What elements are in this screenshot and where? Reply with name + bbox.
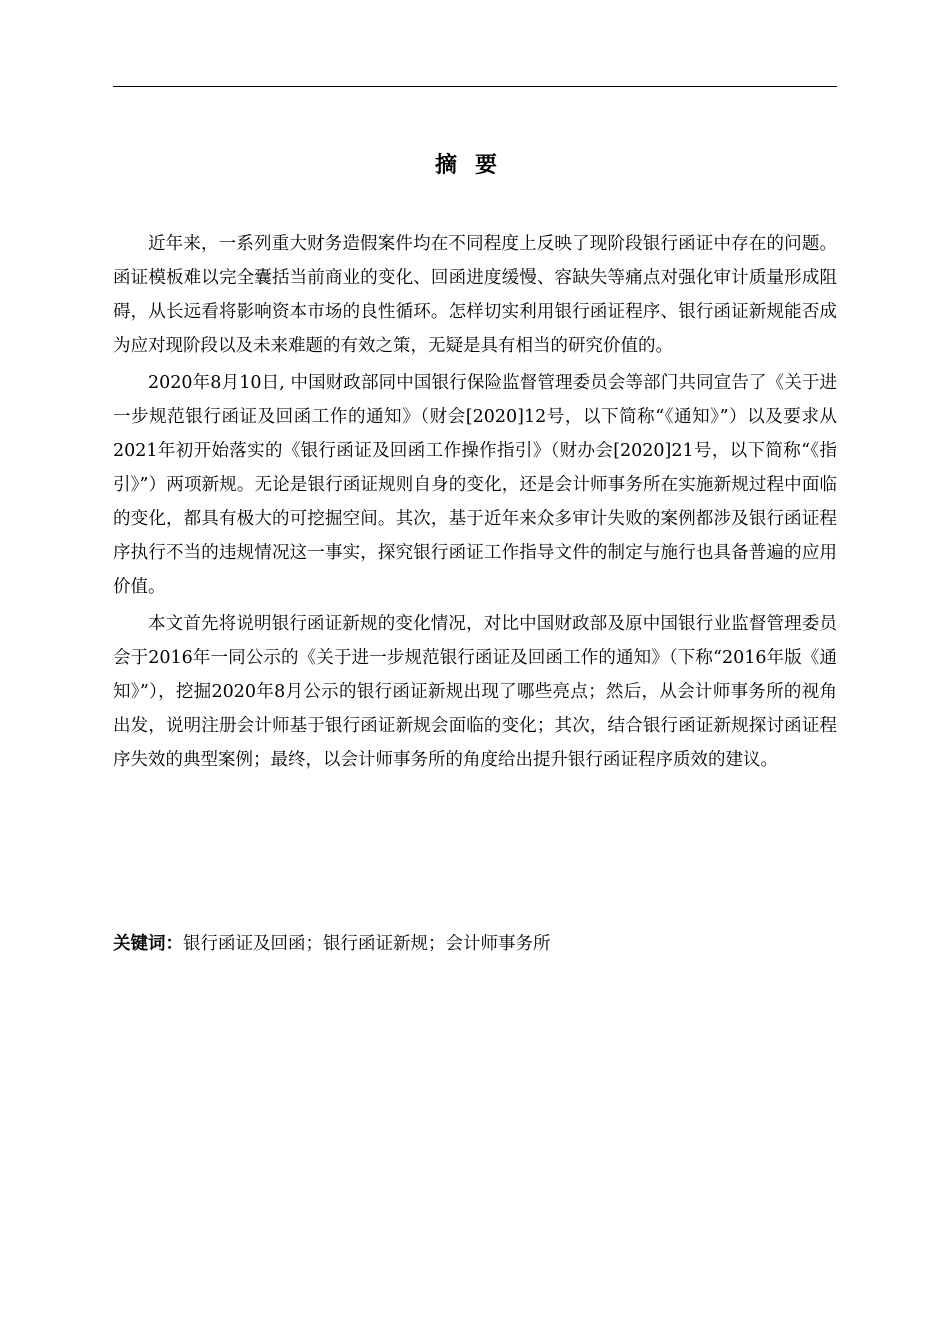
keywords-line (113, 929, 837, 959)
header-rule (113, 86, 837, 87)
keywords-value: 银行函证及回函；银行函证新规；会计师事务所 (183, 934, 551, 954)
abstract-body (113, 227, 837, 780)
keywords-label: 关键词： (113, 934, 183, 954)
abstract-paragraph-1: 近年来，一系列重大财务造假案件均在不同程度上反映了现阶段银行函证中存在的问题。函证模板难以完全囊括当前商业的变化、回函进度缓慢、容缺失等痛点对强化审计质量形成阻碍，从长远看将影响资本市场的良性循环。怎样切实利用银行函证程序、银行函证新规能否成为应对现阶段以及未来难题的有效之策，无疑是具有相当的研究价值的。 (113, 234, 837, 356)
abstract-paragraph-3: 本文首先将说明银行函证新规的变化情况，对比中国财政部及原中国银行业监督管理委员会于2016年一同公示的《关于进一步规范银行函证及回函工作的通知》（下称“2016年版《通知》”），挖掘2020年8月公示的银行函证新规出现了哪些亮点；然后，从会计师事务所的视角出发，说明注册会计师基于银行函证新规会面临的变化；其次，结合银行函证新规探讨函证程序失效的典型案例；最终，以会计师事务所的角度给出提升银行函证程序质效的建议。 (113, 614, 837, 770)
abstract-title: 摘要 (434, 152, 515, 178)
abstract-paragraph-2: 2020年8月10日, 中国财政部同中国银行保险监督管理委员会等部门共同宣告了《关于进一步规范银行函证及回函工作的通知》（财会[2020]12号，以下简称“《通知》”）以及要求从2021年初开始落实的《银行函证及回函工作操作指引》（财办会[2020]21号，以下简称“《指引》”）两项新规。无论是银行函证规则自身的变化，还是会计师事务所在实施新规过程中面临的变化，都具有极大的可挖掘空间。其次，基于近年来众多审计失败的案例都涉及银行函证程序执行不当的违规情况这一事实，探究银行函证工作指导文件的制定与施行也具备普遍的应用价值。 (113, 373, 837, 597)
